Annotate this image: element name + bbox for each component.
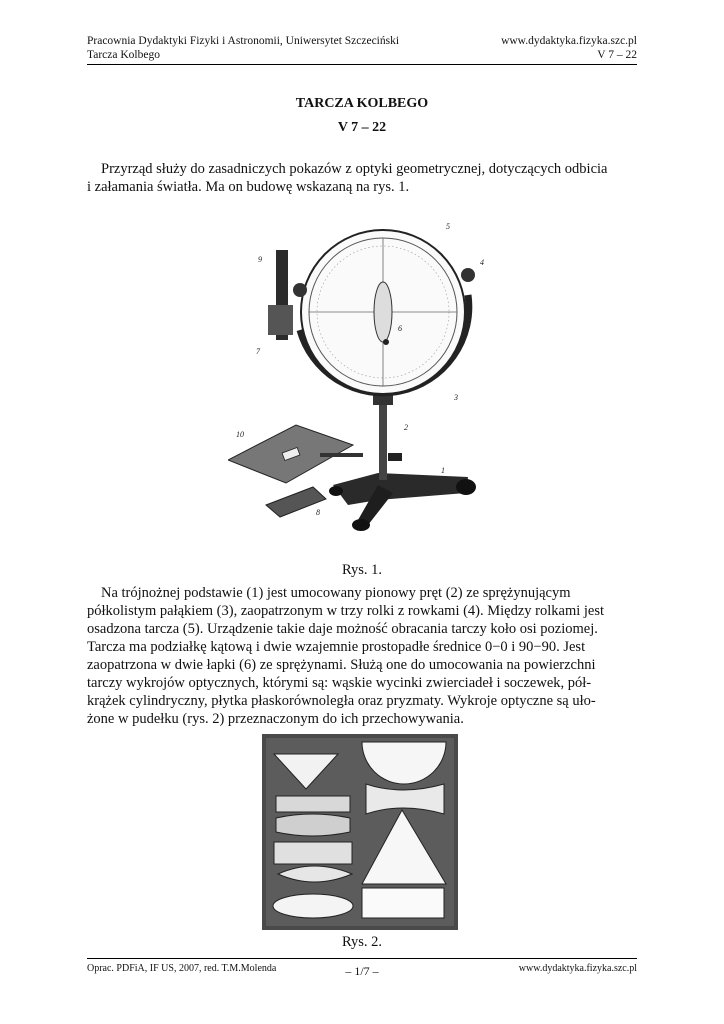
plane-parallel-plate [274,842,352,864]
label-9: 9 [258,255,262,264]
intro-line: Przyrząd służy do zasadniczych pokazów z optyki geometrycznej, dotyczących odbicia [101,161,608,177]
intro-line: i załamania światła. Ma on budowę wskazaną na rys. 1. [87,179,410,195]
page-header [87,34,637,62]
optical-cutouts-box-illustration [262,734,458,930]
body-line: żone w pudełku (rys. 2) przeznaczonym do ich przechowywania. [87,711,464,727]
tripod-base [329,473,476,531]
body-line: tarczy wykrojów optycznych, którymi są: wąskie wycinki zwierciadeł i soczewek, pół- [87,675,592,691]
vertical-rod [373,393,402,480]
label-2: 2 [404,423,408,432]
document-title: TARCZA KOLBEGO [295,96,429,111]
figure2-caption: Rys. 2. [341,934,383,950]
label-3: 3 [454,393,458,402]
header-website: www.dydaktyka.fizyka.szc.pl [501,35,637,47]
intro-paragraph [87,160,637,196]
optical-plate [228,425,363,483]
mirror-strip [276,796,350,812]
ellipse-lens [273,894,353,918]
body-line: Tarcza ma podziałkę kątową i dwie wzajemnie prostopadłe średnice 0−0 i 90−90. Jest [87,639,586,655]
footer-divider [87,958,637,959]
body-line: półkolistym pałąkiem (3), zaopatrzonym w trzy rolki z rowkami (4). Między rolkami jest [87,603,605,619]
document-code: V 7 – 22 [337,120,387,135]
body-paragraph [87,584,637,728]
roller [293,283,307,297]
label-4: 4 [480,258,484,267]
body-line: osadzona tarcza (5). Urządzenie takie daje możność obracania tarczy koło osi poziomej. [87,621,598,637]
label-6: 6 [398,324,402,333]
body-line: zaopatrzona w dwie łapki (6) ze sprężynami. Służą one do umocowania na powierzchni [87,657,596,673]
lens-strip [276,814,350,836]
header-code: V 7 – 22 [597,49,637,61]
footer-credit: Oprac. PDFiA, IF US, 2007, red. T.M.Molenda [87,963,277,974]
roller [461,268,475,282]
label-5: 5 [446,222,450,231]
graduated-disc [301,230,465,394]
header-topic: Tarcza Kolbego [87,49,160,61]
footer-website: www.dydaktyka.fizyka.szc.pl [518,963,637,974]
label-7: 7 [256,347,260,356]
figure1-caption: Rys. 1. [341,562,383,578]
kolbe-disc-illustration [228,215,508,540]
header-institution: Pracownia Dydaktyki Fizyki i Astronomii, Uniwersytet Szczeciński [87,35,400,47]
side-holder [268,250,293,340]
label-10: 10 [236,430,244,439]
page-number: – 1/7 – [345,964,379,978]
header-divider [87,64,637,65]
body-line: Na trójnożnej podstawie (1) jest umocowany pionowy pręt (2) ze sprężynującym [101,585,571,601]
label-1: 1 [441,466,445,475]
body-line: krążek cylindryczny, płytka płaskorównoległa oraz pryzmaty. Wykroje optyczne są uło- [87,693,596,709]
label-8: 8 [316,508,320,517]
rectangular-block [362,888,444,918]
